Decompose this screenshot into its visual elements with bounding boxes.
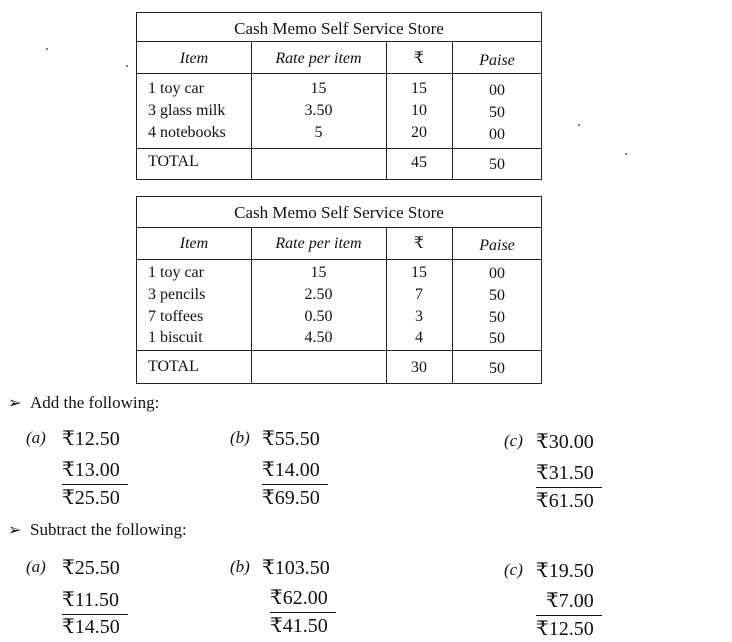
row-item: 3 glass milk	[148, 102, 226, 119]
row-rate: 4.50	[304, 329, 333, 346]
problem-label: (a)	[26, 557, 46, 576]
row-paise: 50	[489, 287, 505, 304]
memo-title: Cash Memo Self Service Store	[137, 197, 541, 228]
total-divider	[137, 350, 541, 351]
subtract-heading: ➢ Subtract the following:	[8, 520, 187, 539]
total-divider	[137, 148, 541, 149]
row-item: 4 notebooks	[148, 124, 226, 141]
speck	[126, 65, 128, 67]
row-item: 7 toffees	[148, 308, 204, 325]
problem-label: (a)	[26, 428, 46, 447]
speck	[625, 153, 627, 155]
header-paise: Paise	[479, 52, 515, 69]
row-rupee: 20	[411, 124, 427, 141]
row-rupee: 3	[415, 308, 423, 325]
header-rupee: ₹	[413, 50, 425, 67]
amount-result: ₹61.50	[536, 490, 594, 512]
row-rupee: 15	[411, 80, 427, 97]
row-rate: 5	[314, 124, 323, 141]
row-item: 1 toy car	[148, 264, 204, 281]
problem-label: (b)	[230, 557, 250, 576]
row-paise: 50	[489, 330, 505, 347]
amount-second: ₹7.00	[546, 590, 594, 612]
header-item: Item	[179, 235, 209, 252]
row-rupee: 4	[415, 329, 423, 346]
amount-second: ₹31.50	[536, 462, 594, 484]
row-paise: 50	[489, 309, 505, 326]
row-rate: 3.50	[304, 102, 333, 119]
problem-label: (c)	[504, 431, 523, 450]
row-rupee: 15	[411, 264, 427, 281]
amount-result: ₹69.50	[262, 487, 320, 509]
amount-first: ₹103.50	[262, 557, 330, 579]
problem-label: (b)	[230, 428, 250, 447]
total-rupee: 45	[411, 154, 427, 171]
row-rate: 0.50	[304, 308, 333, 325]
amount-first: ₹30.00	[536, 431, 594, 453]
amount-second: ₹62.00	[270, 587, 328, 609]
amount-second: ₹14.00	[262, 459, 320, 481]
arrow-icon: ➢	[8, 522, 22, 539]
arrow-icon: ➢	[8, 395, 22, 412]
add-heading: ➢ Add the following:	[8, 393, 160, 412]
cash-memo-2	[136, 196, 542, 384]
memo-title: Cash Memo Self Service Store	[137, 13, 541, 42]
header-item: Item	[179, 50, 209, 67]
cash-memo-1	[136, 12, 542, 180]
total-label: TOTAL	[148, 153, 199, 170]
amount-second: ₹11.50	[62, 589, 119, 611]
total-label: TOTAL	[148, 358, 199, 375]
header-rate: Rate per item	[275, 50, 362, 67]
total-rupee: 30	[411, 359, 427, 376]
row-paise: 00	[489, 265, 505, 282]
total-paise: 50	[489, 156, 505, 173]
amount-result: ₹12.50	[536, 618, 594, 640]
row-item: 3 pencils	[148, 286, 206, 303]
header-rupee: ₹	[413, 235, 425, 252]
speck	[578, 124, 580, 126]
row-rupee: 7	[415, 286, 423, 303]
row-rate: 15	[310, 264, 327, 281]
row-rupee: 10	[411, 102, 427, 119]
problem-label: (c)	[504, 560, 523, 579]
amount-first: ₹25.50	[62, 557, 120, 579]
header-rate: Rate per item	[275, 235, 362, 252]
total-paise: 50	[489, 360, 505, 377]
amount-first: ₹55.50	[262, 428, 320, 450]
row-rate: 15	[310, 80, 327, 97]
row-item: 1 toy car	[148, 80, 204, 97]
amount-second: ₹13.00	[62, 459, 120, 481]
amount-first: ₹12.50	[62, 428, 120, 450]
amount-result: ₹14.50	[62, 616, 120, 638]
row-paise: 00	[489, 82, 505, 99]
header-divider	[137, 73, 541, 74]
row-rate: 2.50	[304, 286, 333, 303]
header-paise: Paise	[479, 237, 515, 254]
amount-result: ₹41.50	[270, 615, 328, 637]
row-item: 1 biscuit	[148, 329, 203, 346]
speck	[46, 48, 48, 50]
amount-first: ₹19.50	[536, 560, 594, 582]
header-divider	[137, 259, 541, 260]
row-paise: 50	[489, 104, 505, 121]
amount-result: ₹25.50	[62, 487, 120, 509]
row-paise: 00	[489, 126, 505, 143]
